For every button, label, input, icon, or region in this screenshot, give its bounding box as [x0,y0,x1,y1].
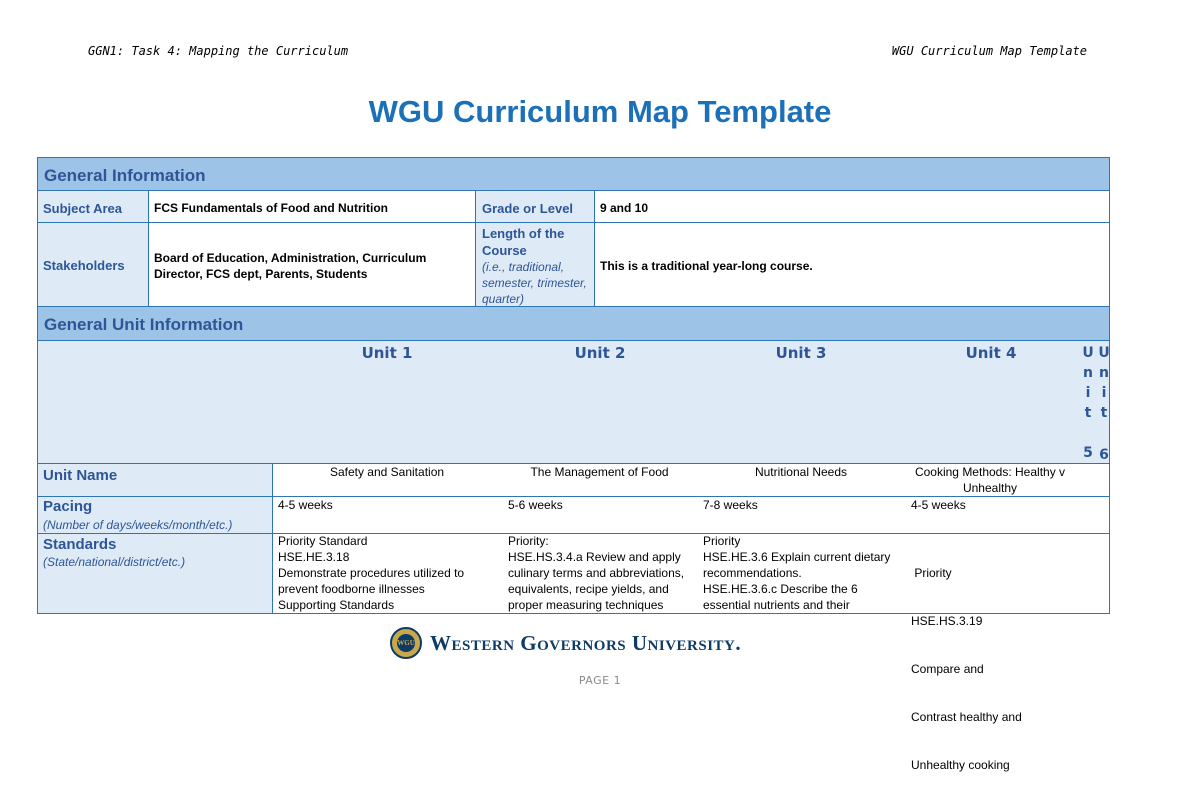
unit-3-header: Unit 3 [775,344,827,362]
wgu-wordmark: Western Governors University. [430,630,742,655]
standards-hint: (State/national/district/etc.) [43,555,186,569]
page-title: WGU Curriculum Map Template [368,94,832,129]
unit-info-band [37,306,1110,341]
pacing-label-cell [37,496,273,534]
subject-area-label: Subject Area [43,201,122,216]
stakeholders-value-cell [148,222,476,307]
pacing-hint: (Number of days/weeks/month/etc.) [43,518,233,532]
subject-area-value: FCS Fundamentals of Food and Nutrition [154,201,388,215]
stakeholders-label-cell [37,222,149,307]
unit-2-name: The Management of Food [530,465,669,479]
length-hint: (i.e., traditional, semester, trimester, quarter) [482,260,587,306]
length-label: Length of the Course [482,226,565,258]
grade-value: 9 and 10 [600,201,649,215]
unit-2-pacing: 5-6 weeks [508,498,563,512]
unit-4-header: Unit 4 [965,344,1017,362]
length-label-cell [475,222,595,307]
unit-name-label-cell [37,463,273,497]
subject-area-value-cell [148,190,476,223]
page-number: PAGE 1 [578,674,622,687]
pacing-label: Pacing [43,498,93,515]
general-info-band [37,157,1110,191]
length-value: This is a traditional year-long course. [600,259,813,273]
wgu-logo [390,627,741,659]
standards-label-cell [37,533,273,614]
unit-4-standards: Priority HSE.HS.3.19 Compare and Contrast healthy and Unhealthy cooking [911,566,1022,772]
stakeholders-label: Stakeholders [43,258,125,273]
standards-label: Standards [43,536,117,553]
stakeholders-value: Board of Education, Administration, Curriculum Director, FCS dept, Parents, Students [154,251,427,281]
unit-1-standards: Priority Standard HSE.HE.3.18 Demonstrate procedures utilized to prevent foodborne illnesses Supporting Standards [278,534,465,612]
header-right: WGU Curriculum Map Template [891,44,1087,58]
subject-area-label-cell [37,190,149,223]
general-info-heading: General Information [44,166,206,185]
unit-6-header: U n i t 6 [1098,345,1110,463]
grade-value-cell [594,190,1110,223]
unit-3-standards: Priority HSE.HE.3.6 Explain current dietary recommendations. HSE.HE.3.6.c Describe the 6 essential nutrients and their [703,534,891,612]
unit-1-header: Unit 1 [361,344,413,362]
unit-1-pacing: 4-5 weeks [278,498,333,512]
length-value-cell [594,222,1110,307]
unit-2-standards: Priority: HSE.HS.3.4.a Review and apply culinary terms and abbreviations, equivalents, recipe yields, and proper measuring techniques [508,534,685,612]
unit-4-name: Cooking Methods: Healthy v Unhealthy [914,465,1066,495]
unit-info-heading: General Unit Information [44,315,244,334]
unit-name-label: Unit Name [43,467,118,484]
wgu-seal-icon: WGU [390,627,422,659]
pacing-row [272,496,1110,534]
unit-2-header: Unit 2 [574,344,626,362]
unit-5-header: U n i t 5 [1082,345,1094,461]
unit-4-pacing: 4-5 weeks [911,498,966,512]
unit-3-name: Nutritional Needs [754,465,848,479]
grade-label-cell [475,190,595,223]
unit-3-pacing: 7-8 weeks [703,498,758,512]
header-left: GGN1: Task 4: Mapping the Curriculum [88,44,349,58]
grade-label: Grade or Level [482,201,574,216]
unit-1-name: Safety and Sanitation [329,465,445,479]
